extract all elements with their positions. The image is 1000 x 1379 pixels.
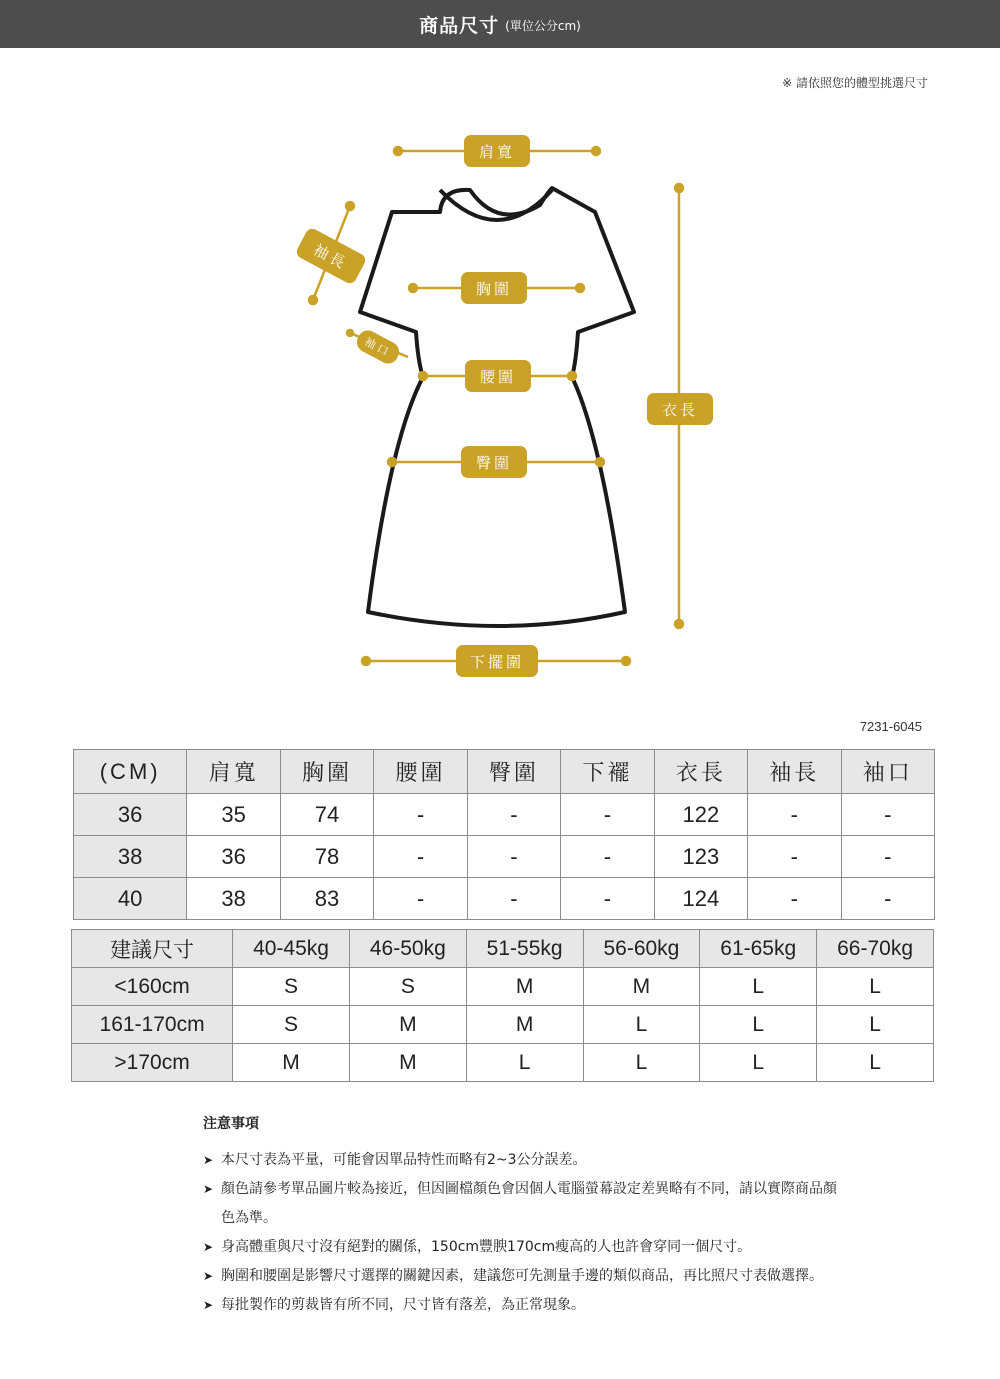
table-header-cell: 66-70kg — [817, 930, 934, 968]
table-cell: L — [583, 1044, 700, 1082]
table-cell: - — [841, 878, 934, 920]
arrow-icon: ➤ — [203, 1298, 214, 1312]
table-cell: L — [817, 968, 934, 1006]
table-cell: - — [374, 836, 467, 878]
table-cell: >170cm — [72, 1044, 233, 1082]
chest-label: 胸圍 — [461, 272, 527, 304]
table-cell: 38 — [74, 836, 187, 878]
page-header — [0, 0, 1000, 48]
table-row — [72, 968, 934, 1006]
table-header-cell: 61-65kg — [700, 930, 817, 968]
table-header-cell: 46-50kg — [349, 930, 466, 968]
table-cell: L — [817, 1006, 934, 1044]
dress-neckline — [440, 190, 552, 220]
table-cell: M — [466, 968, 583, 1006]
table-cell: - — [374, 794, 467, 836]
table-cell: L — [817, 1044, 934, 1082]
arrow-icon: ➤ — [203, 1153, 214, 1167]
table-cell: - — [467, 878, 560, 920]
table-row — [72, 1006, 934, 1044]
recommend-table-header — [72, 930, 934, 968]
table-cell: 40 — [74, 878, 187, 920]
note-text: 身高體重與尺寸沒有絕對的關係，150cm豐腴170cm瘦高的人也許會穿同一個尺寸。 — [221, 1239, 752, 1255]
table-header-cell: 袖長 — [748, 750, 841, 794]
table-cell: - — [841, 794, 934, 836]
table-header-cell: 40-45kg — [233, 930, 350, 968]
table-cell: 122 — [654, 794, 747, 836]
table-header-cell: 51-55kg — [466, 930, 583, 968]
table-cell: M — [349, 1044, 466, 1082]
waist-label: 腰圍 — [465, 360, 531, 392]
list-item — [203, 1262, 843, 1291]
page-title: 商品尺寸 — [419, 14, 500, 37]
notes-title: 注意事項 — [203, 1116, 259, 1132]
table-cell: L — [700, 1044, 817, 1082]
table-cell: 35 — [187, 794, 280, 836]
table-row — [74, 878, 935, 920]
table-cell: S — [349, 968, 466, 1006]
note-text: 胸圍和腰圍是影響尺寸選擇的關鍵因素，建議您可先測量手邊的類似商品，再比照尺寸表做選擇。 — [221, 1268, 823, 1284]
table-cell: - — [561, 794, 654, 836]
table-cell: L — [700, 1006, 817, 1044]
table-cell: M — [349, 1006, 466, 1044]
table-cell: - — [374, 878, 467, 920]
table-row — [74, 836, 935, 878]
dress-diagram — [0, 100, 1000, 700]
table-cell: 38 — [187, 878, 280, 920]
table-row — [72, 1044, 934, 1082]
table-header-cell: 胸圍 — [280, 750, 373, 794]
note-text: 顏色請參考單品圖片較為接近，但因圖檔顏色會因個人電腦螢幕設定差異略有不同，請以實際商品顏色為準。 — [221, 1181, 837, 1226]
note-text: 每批製作的剪裁皆有所不同，尺寸皆有落差，為正常現象。 — [221, 1297, 585, 1313]
table-cell: <160cm — [72, 968, 233, 1006]
arrow-icon: ➤ — [203, 1240, 214, 1254]
sleeve-opening-label: 袖口 — [353, 327, 402, 367]
table-cell: - — [748, 794, 841, 836]
notes-section — [203, 1113, 843, 1320]
table-cell: L — [466, 1044, 583, 1082]
table-cell: S — [233, 1006, 350, 1044]
table-header-cell: 腰圍 — [374, 750, 467, 794]
table-cell: 161-170cm — [72, 1006, 233, 1044]
hem-label: 下擺圍 — [456, 645, 538, 677]
table-cell: - — [467, 836, 560, 878]
table-cell: L — [583, 1006, 700, 1044]
length-label: 衣長 — [647, 393, 713, 425]
table-cell: - — [748, 836, 841, 878]
table-cell: 123 — [654, 836, 747, 878]
list-item — [203, 1291, 843, 1320]
table-cell: 124 — [654, 878, 747, 920]
recommend-table — [71, 929, 934, 1082]
size-note: ※ 請依照您的體型挑選尺寸 — [782, 76, 928, 90]
table-cell: - — [467, 794, 560, 836]
list-item — [203, 1233, 843, 1262]
table-cell: 36 — [74, 794, 187, 836]
dress-illustration — [0, 100, 1000, 700]
table-header-cell: 肩寬 — [187, 750, 280, 794]
table-header-cell: 建議尺寸 — [72, 930, 233, 968]
table-header-cell: 56-60kg — [583, 930, 700, 968]
size-table — [73, 749, 935, 920]
list-item — [203, 1175, 843, 1233]
table-cell: M — [466, 1006, 583, 1044]
table-header-cell: (CM) — [74, 750, 187, 794]
table-cell: - — [561, 836, 654, 878]
table-cell: 74 — [280, 794, 373, 836]
table-header-cell: 臀圍 — [467, 750, 560, 794]
table-cell: 36 — [187, 836, 280, 878]
table-header-cell: 衣長 — [654, 750, 747, 794]
table-header-cell: 袖口 — [841, 750, 934, 794]
note-text: 本尺寸表為平量，可能會因單品特性而略有2~3公分誤差。 — [221, 1152, 587, 1168]
table-cell: - — [841, 836, 934, 878]
size-table-header — [74, 750, 935, 794]
arrow-icon: ➤ — [203, 1182, 214, 1196]
table-header-cell: 下襬 — [561, 750, 654, 794]
table-cell: 78 — [280, 836, 373, 878]
shoulder-label: 肩寬 — [464, 135, 530, 167]
table-cell: - — [561, 878, 654, 920]
dress-outline — [360, 188, 634, 626]
arrow-icon: ➤ — [203, 1269, 214, 1283]
list-item — [203, 1146, 843, 1175]
table-cell: M — [583, 968, 700, 1006]
table-cell: L — [700, 968, 817, 1006]
table-row — [74, 794, 935, 836]
table-cell: M — [233, 1044, 350, 1082]
table-cell: S — [233, 968, 350, 1006]
sleeve-length-label: 袖長 — [294, 226, 367, 285]
product-code: 7231-6045 — [859, 719, 922, 734]
unit-label: (單位公分cm) — [505, 19, 581, 33]
hip-label: 臀圍 — [461, 446, 527, 478]
table-cell: 83 — [280, 878, 373, 920]
table-cell: - — [748, 878, 841, 920]
